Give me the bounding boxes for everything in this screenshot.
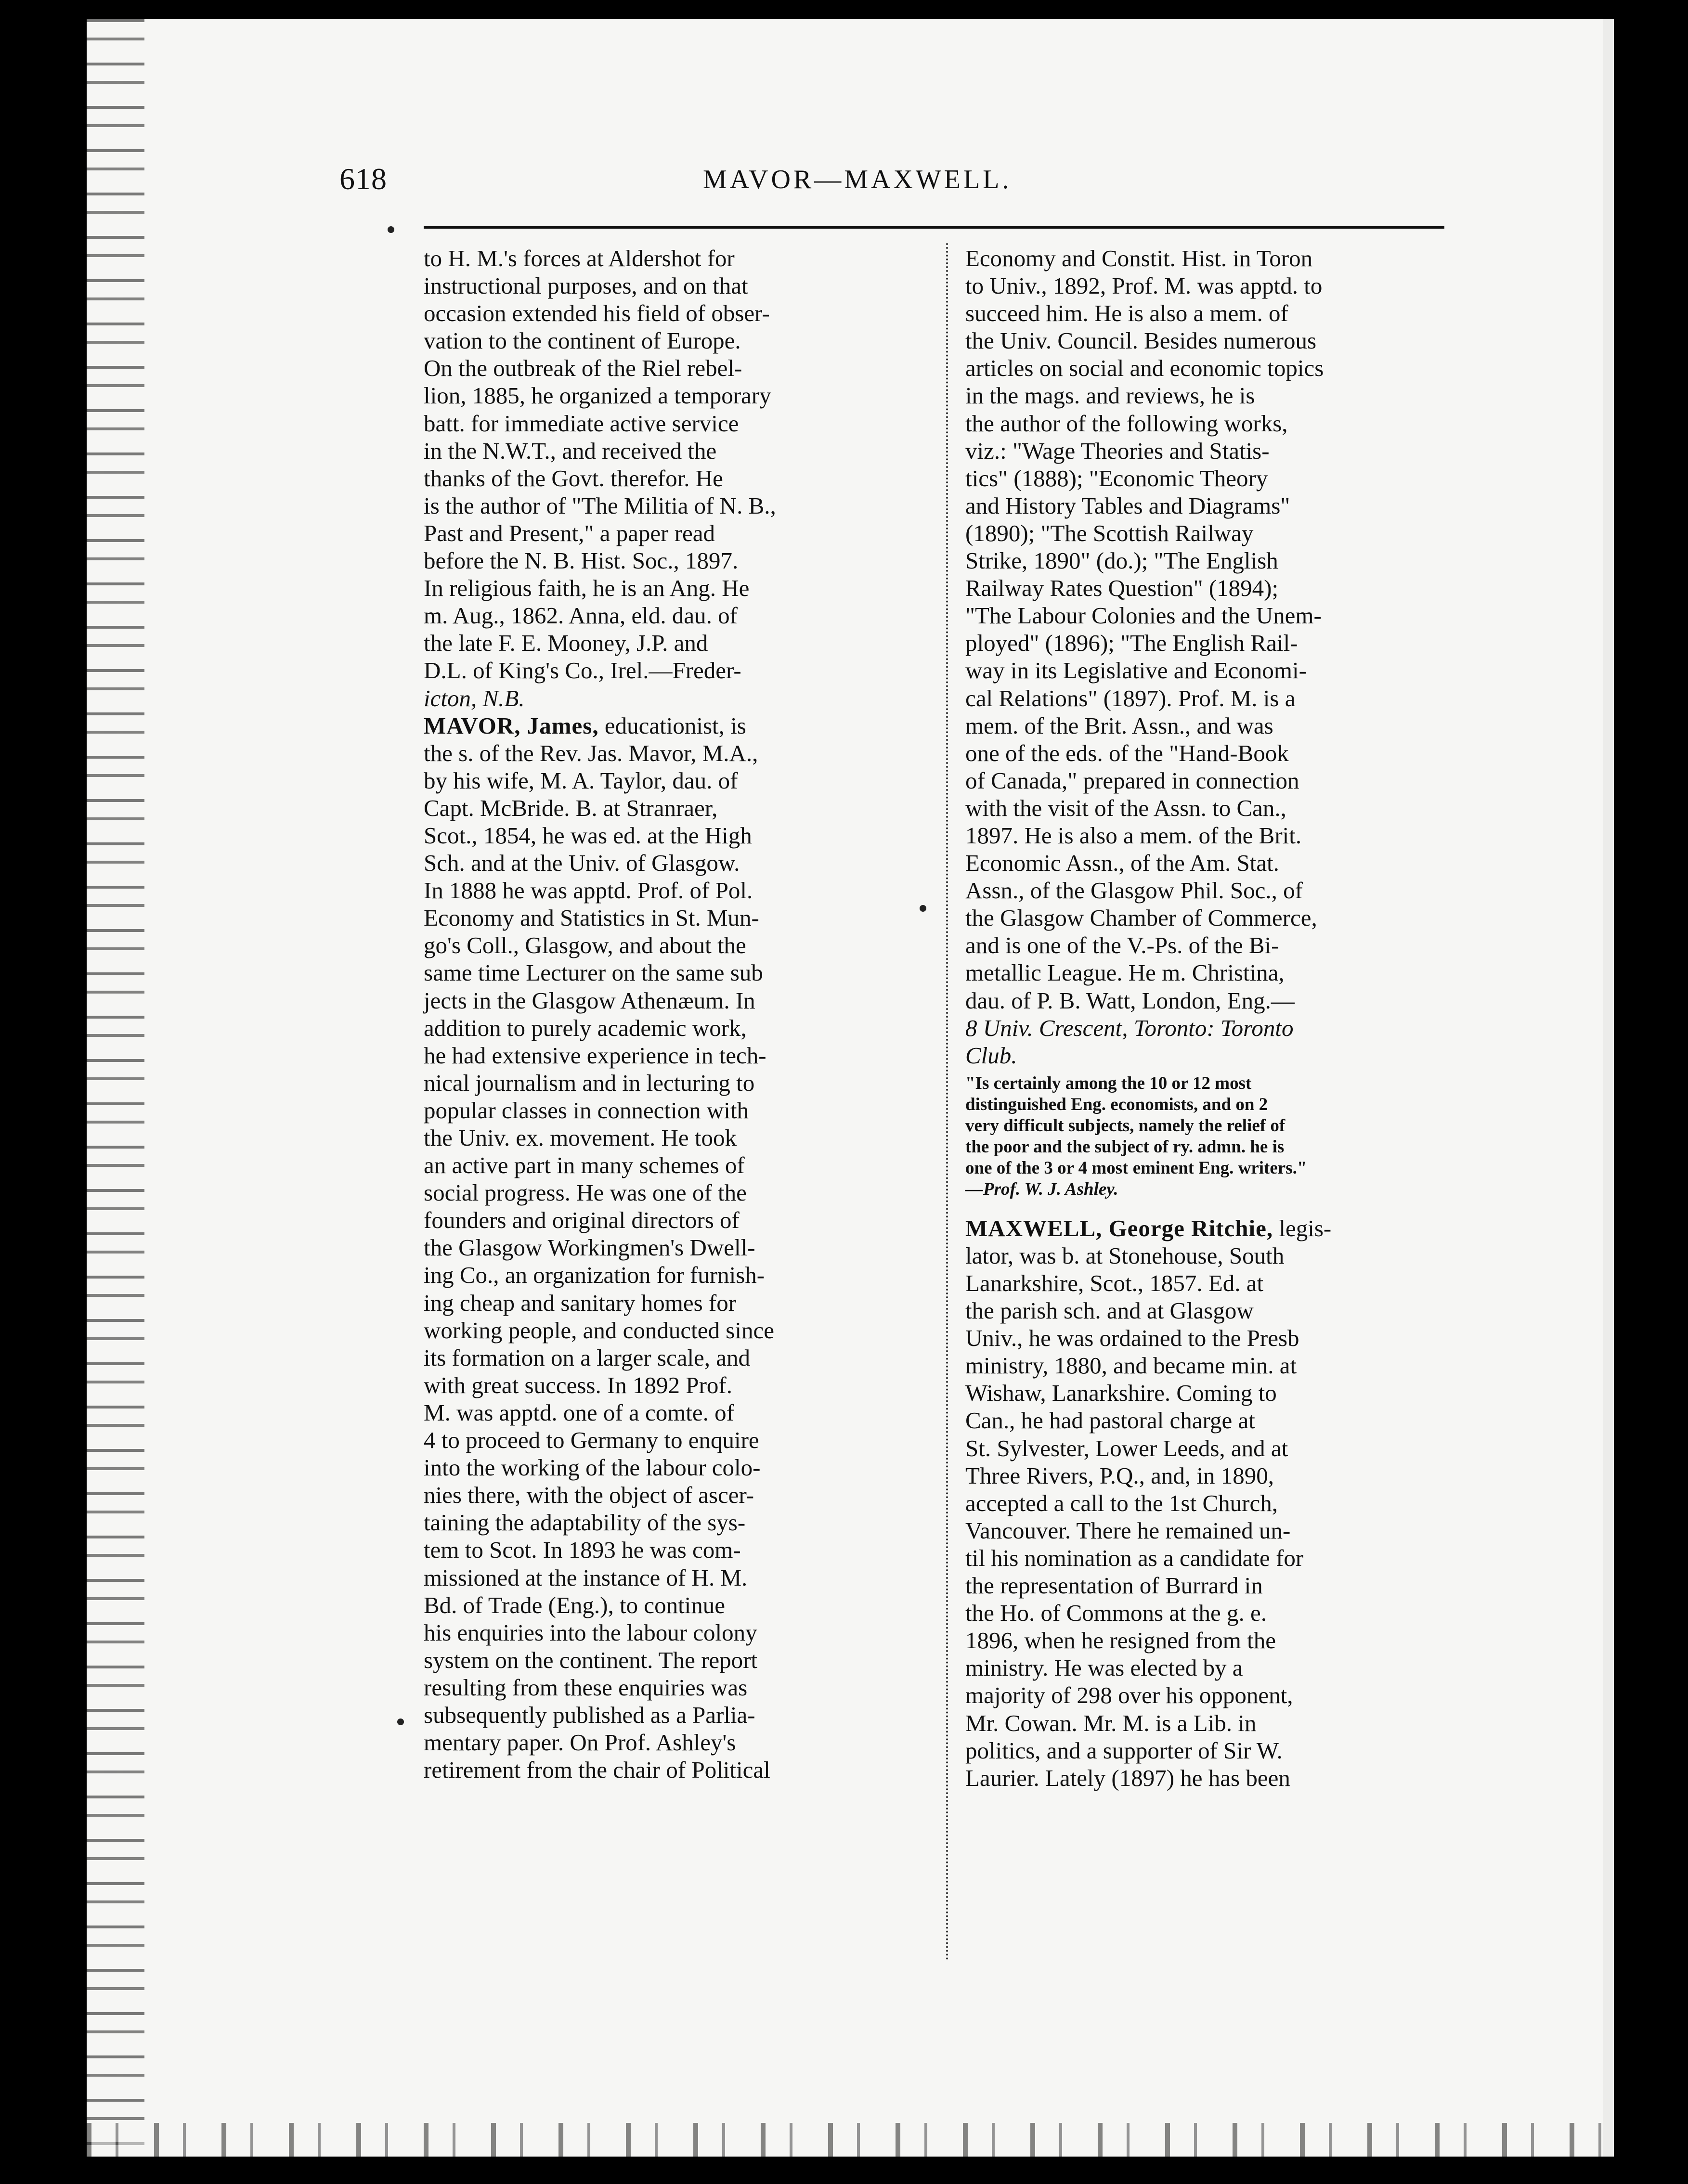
text-line: m. Aug., 1862. Anna, eld. dau. of <box>424 602 738 629</box>
mavor-entry <box>424 712 944 1784</box>
text-line: tem to Scot. In 1893 he was com- <box>424 1537 741 1564</box>
text-line: working people, and conducted since <box>424 1317 774 1344</box>
text-line: tics" (1888); "Economic Theory <box>965 465 1268 491</box>
text-line: nies there, with the object of ascer- <box>424 1482 754 1509</box>
quote-line: the poor and the subject of ry. admn. he is <box>965 1137 1285 1157</box>
text-line: (1890); "The Scottish Railway <box>965 519 1254 546</box>
text-line: to H. M.'s forces at Aldershot for <box>424 245 735 271</box>
text-line: with the visit of the Assn. to Can., <box>965 794 1286 821</box>
text-line: Economic Assn., of the Am. Stat. <box>965 850 1279 877</box>
address-line: icton, N.B. <box>424 685 525 711</box>
text-line: the late F. E. Mooney, J.P. and <box>424 630 708 657</box>
text-line: 4 to proceed to Germany to enquire <box>424 1427 759 1454</box>
text-line: mem. of the Brit. Assn., and was <box>965 712 1273 739</box>
text-line: the Univ. ex. movement. He took <box>424 1124 737 1151</box>
text-line: 1896, when he resigned from the <box>965 1627 1276 1654</box>
text-line: Railway Rates Question" (1894); <box>965 575 1279 602</box>
text-line: popular classes in connection with <box>424 1097 749 1124</box>
text-line: ministry. He was elected by a <box>965 1654 1243 1681</box>
speck-mark <box>388 226 394 233</box>
text-line: into the working of the labour colo- <box>424 1454 761 1481</box>
text-line: the Glasgow Chamber of Commerce, <box>965 905 1317 931</box>
text-line: Capt. McBride. B. at Stranraer, <box>424 794 718 821</box>
right-column <box>965 245 1485 1792</box>
entry-name-maxwell: MAXWELL, George Ritchie, <box>965 1215 1273 1241</box>
text-line: instructional purposes, and on that <box>424 272 748 299</box>
text-line: viz.: "Wage Theories and Statis- <box>965 437 1270 464</box>
text-line: way in its Legislative and Economi- <box>965 657 1307 684</box>
text-line: is the author of "The Militia of N. B., <box>424 492 776 519</box>
address-line: Club. <box>965 1042 1017 1069</box>
text-line: founders and original directors of <box>424 1207 740 1234</box>
text-line: til his nomination as a candidate for <box>965 1544 1304 1571</box>
text-line: accepted a call to the 1st Church, <box>965 1489 1278 1516</box>
text-line: the Univ. Council. Besides numerous <box>965 327 1317 354</box>
page-number: 618 <box>339 162 387 196</box>
text-line: in the N.W.T., and received the <box>424 437 717 464</box>
text-line: nical journalism and in lecturing to <box>424 1069 755 1096</box>
text-line: resulting from these enquiries was <box>424 1674 748 1701</box>
quote-line: very difficult subjects, namely the relief of <box>965 1115 1285 1136</box>
text-line: Economy and Statistics in St. Mun- <box>424 905 759 931</box>
text-line: ministry, 1880, and became min. at <box>965 1352 1297 1379</box>
text-line: missioned at the instance of H. M. <box>424 1564 748 1591</box>
text-line: cal Relations" (1897). Prof. M. is a <box>965 685 1296 711</box>
text-line: Lanarkshire, Scot., 1857. Ed. at <box>965 1270 1264 1296</box>
text-line: taining the adaptability of the sys- <box>424 1509 746 1536</box>
text-line: dau. of P. B. Watt, London, Eng.— <box>965 987 1295 1014</box>
text-line: Bd. of Trade (Eng.), to continue <box>424 1591 726 1618</box>
text-line: the representation of Burrard in <box>965 1572 1263 1599</box>
left-column <box>424 245 944 1783</box>
text-line: Three Rivers, P.Q., and, in 1890, <box>965 1462 1274 1489</box>
text-line: by his wife, M. A. Taylor, dau. of <box>424 767 738 794</box>
maxwell-entry <box>965 1215 1485 1792</box>
text-line: go's Coll., Glasgow, and about the <box>424 932 746 959</box>
entry-name-mavor: MAVOR, James, <box>424 712 599 739</box>
text-line: politics, and a supporter of Sir W. <box>965 1737 1283 1764</box>
text-line: Assn., of the Glasgow Phil. Soc., of <box>965 877 1303 904</box>
text-line: before the N. B. Hist. Soc., 1897. <box>424 547 739 574</box>
entry-spacer <box>965 1200 1485 1215</box>
quote-line: one of the 3 or 4 most eminent Eng. writers." <box>965 1158 1307 1178</box>
text-line: metallic League. He m. Christina, <box>965 959 1285 986</box>
text-line: In religious faith, he is an Ang. He <box>424 575 750 602</box>
text-line: ployed" (1896); "The English Rail- <box>965 630 1298 657</box>
text-line: 1897. He is also a mem. of the Brit. <box>965 822 1302 849</box>
text-line: with great success. In 1892 Prof. <box>424 1371 732 1398</box>
text-line: St. Sylvester, Lower Leeds, and at <box>965 1434 1288 1461</box>
quote-attribution: —Prof. W. J. Ashley. <box>965 1179 1118 1199</box>
text-line: M. was apptd. one of a comte. of <box>424 1399 734 1426</box>
mavor-entry-continued <box>965 245 1485 1069</box>
text-line: addition to purely academic work, <box>424 1014 747 1041</box>
entry-first-line <box>965 1215 1485 1242</box>
text-line: to Univ., 1892, Prof. M. was apptd. to <box>965 272 1323 299</box>
column-divider <box>946 243 948 1962</box>
text-line: Scot., 1854, he was ed. at the High <box>424 822 752 849</box>
text-line: Vancouver. There he remained un- <box>965 1517 1291 1544</box>
text-line: jects in the Glasgow Athenæum. In <box>424 987 755 1014</box>
text-line: On the outbreak of the Riel rebel- <box>424 355 742 382</box>
text-line: Laurier. Lately (1897) he has been <box>965 1764 1290 1791</box>
text-line: Sch. and at the Univ. of Glasgow. <box>424 850 740 877</box>
text-line: Can., he had pastoral charge at <box>965 1407 1255 1434</box>
text-line: lion, 1885, he organized a temporary <box>424 382 771 409</box>
text-line: one of the eds. of the "Hand-Book <box>965 739 1289 766</box>
text-line: in the mags. and reviews, he is <box>965 382 1255 409</box>
text-line: its formation on a larger scale, and <box>424 1344 751 1371</box>
text-line: Economy and Constit. Hist. in Toron <box>965 245 1313 271</box>
text-line: D.L. of King's Co., Irel.—Freder- <box>424 657 741 684</box>
text-line: ing Co., an organization for furnish- <box>424 1262 765 1289</box>
ashley-quote <box>965 1069 1485 1200</box>
text-line: Past and Present," a paper read <box>424 519 715 546</box>
text-line: articles on social and economic topics <box>965 355 1324 382</box>
text-line: subsequently published as a Parlia- <box>424 1701 755 1728</box>
text-line: his enquiries into the labour colony <box>424 1619 757 1646</box>
page-header <box>339 161 1461 214</box>
text-line: Wishaw, Lanarkshire. Coming to <box>965 1380 1277 1407</box>
text-line: of Canada," prepared in connection <box>965 767 1299 794</box>
text-line: mentary paper. On Prof. Ashley's <box>424 1729 736 1756</box>
address-line: 8 Univ. Crescent, Toronto: Toronto <box>965 1014 1294 1041</box>
entry-first-line-rest: educationist, is <box>598 712 746 739</box>
text-line: Mr. Cowan. Mr. M. is a Lib. in <box>965 1709 1257 1736</box>
text-line: the Glasgow Workingmen's Dwell- <box>424 1234 755 1261</box>
text-line: succeed him. He is also a mem. of <box>965 300 1288 327</box>
entry-first-line <box>424 712 944 739</box>
text-line: the s. of the Rev. Jas. Mavor, M.A., <box>424 739 758 766</box>
text-line: the Ho. of Commons at the g. e. <box>965 1600 1267 1627</box>
running-title: MAVOR—MAXWELL. <box>703 165 1012 194</box>
continued-entry-text <box>424 245 944 712</box>
text-line: same time Lecturer on the same sub <box>424 959 763 986</box>
text-line: social progress. He was one of the <box>424 1179 747 1206</box>
page-edge-bottom <box>87 2123 1603 2157</box>
text-line: majority of 298 over his opponent, <box>965 1682 1293 1709</box>
text-line: Univ., he was ordained to the Presb <box>965 1325 1299 1352</box>
text-line: system on the continent. The report <box>424 1646 758 1673</box>
text-line: lator, was b. at Stonehouse, South <box>965 1242 1285 1269</box>
quote-line: distinguished Eng. economists, and on 2 <box>965 1094 1268 1114</box>
text-line: "The Labour Colonies and the Unem- <box>965 602 1322 629</box>
page-edge-left <box>87 19 144 2157</box>
entry-first-line-rest: legis- <box>1273 1215 1332 1241</box>
text-line: In 1888 he was apptd. Prof. of Pol. <box>424 877 753 904</box>
text-line: and is one of the V.-Ps. of the Bi- <box>965 932 1279 959</box>
text-line: the author of the following works, <box>965 410 1288 437</box>
text-line: vation to the continent of Europe. <box>424 327 741 354</box>
quote-line: "Is certainly among the 10 or 12 most <box>965 1073 1252 1093</box>
text-line: thanks of the Govt. therefor. He <box>424 465 723 491</box>
text-line: occasion extended his field of obser- <box>424 300 770 327</box>
speck-mark <box>397 1719 404 1725</box>
text-line: Strike, 1890" (do.); "The English <box>965 547 1278 574</box>
text-line: he had extensive experience in tech- <box>424 1042 766 1069</box>
text-line: retirement from the chair of Political <box>424 1757 770 1783</box>
text-line: the parish sch. and at Glasgow <box>965 1297 1254 1324</box>
header-rule <box>424 226 1444 229</box>
text-line: and History Tables and Diagrams" <box>965 492 1290 519</box>
text-line: ing cheap and sanitary homes for <box>424 1289 737 1316</box>
text-line: an active part in many schemes of <box>424 1152 745 1179</box>
text-line: batt. for immediate active service <box>424 410 739 437</box>
